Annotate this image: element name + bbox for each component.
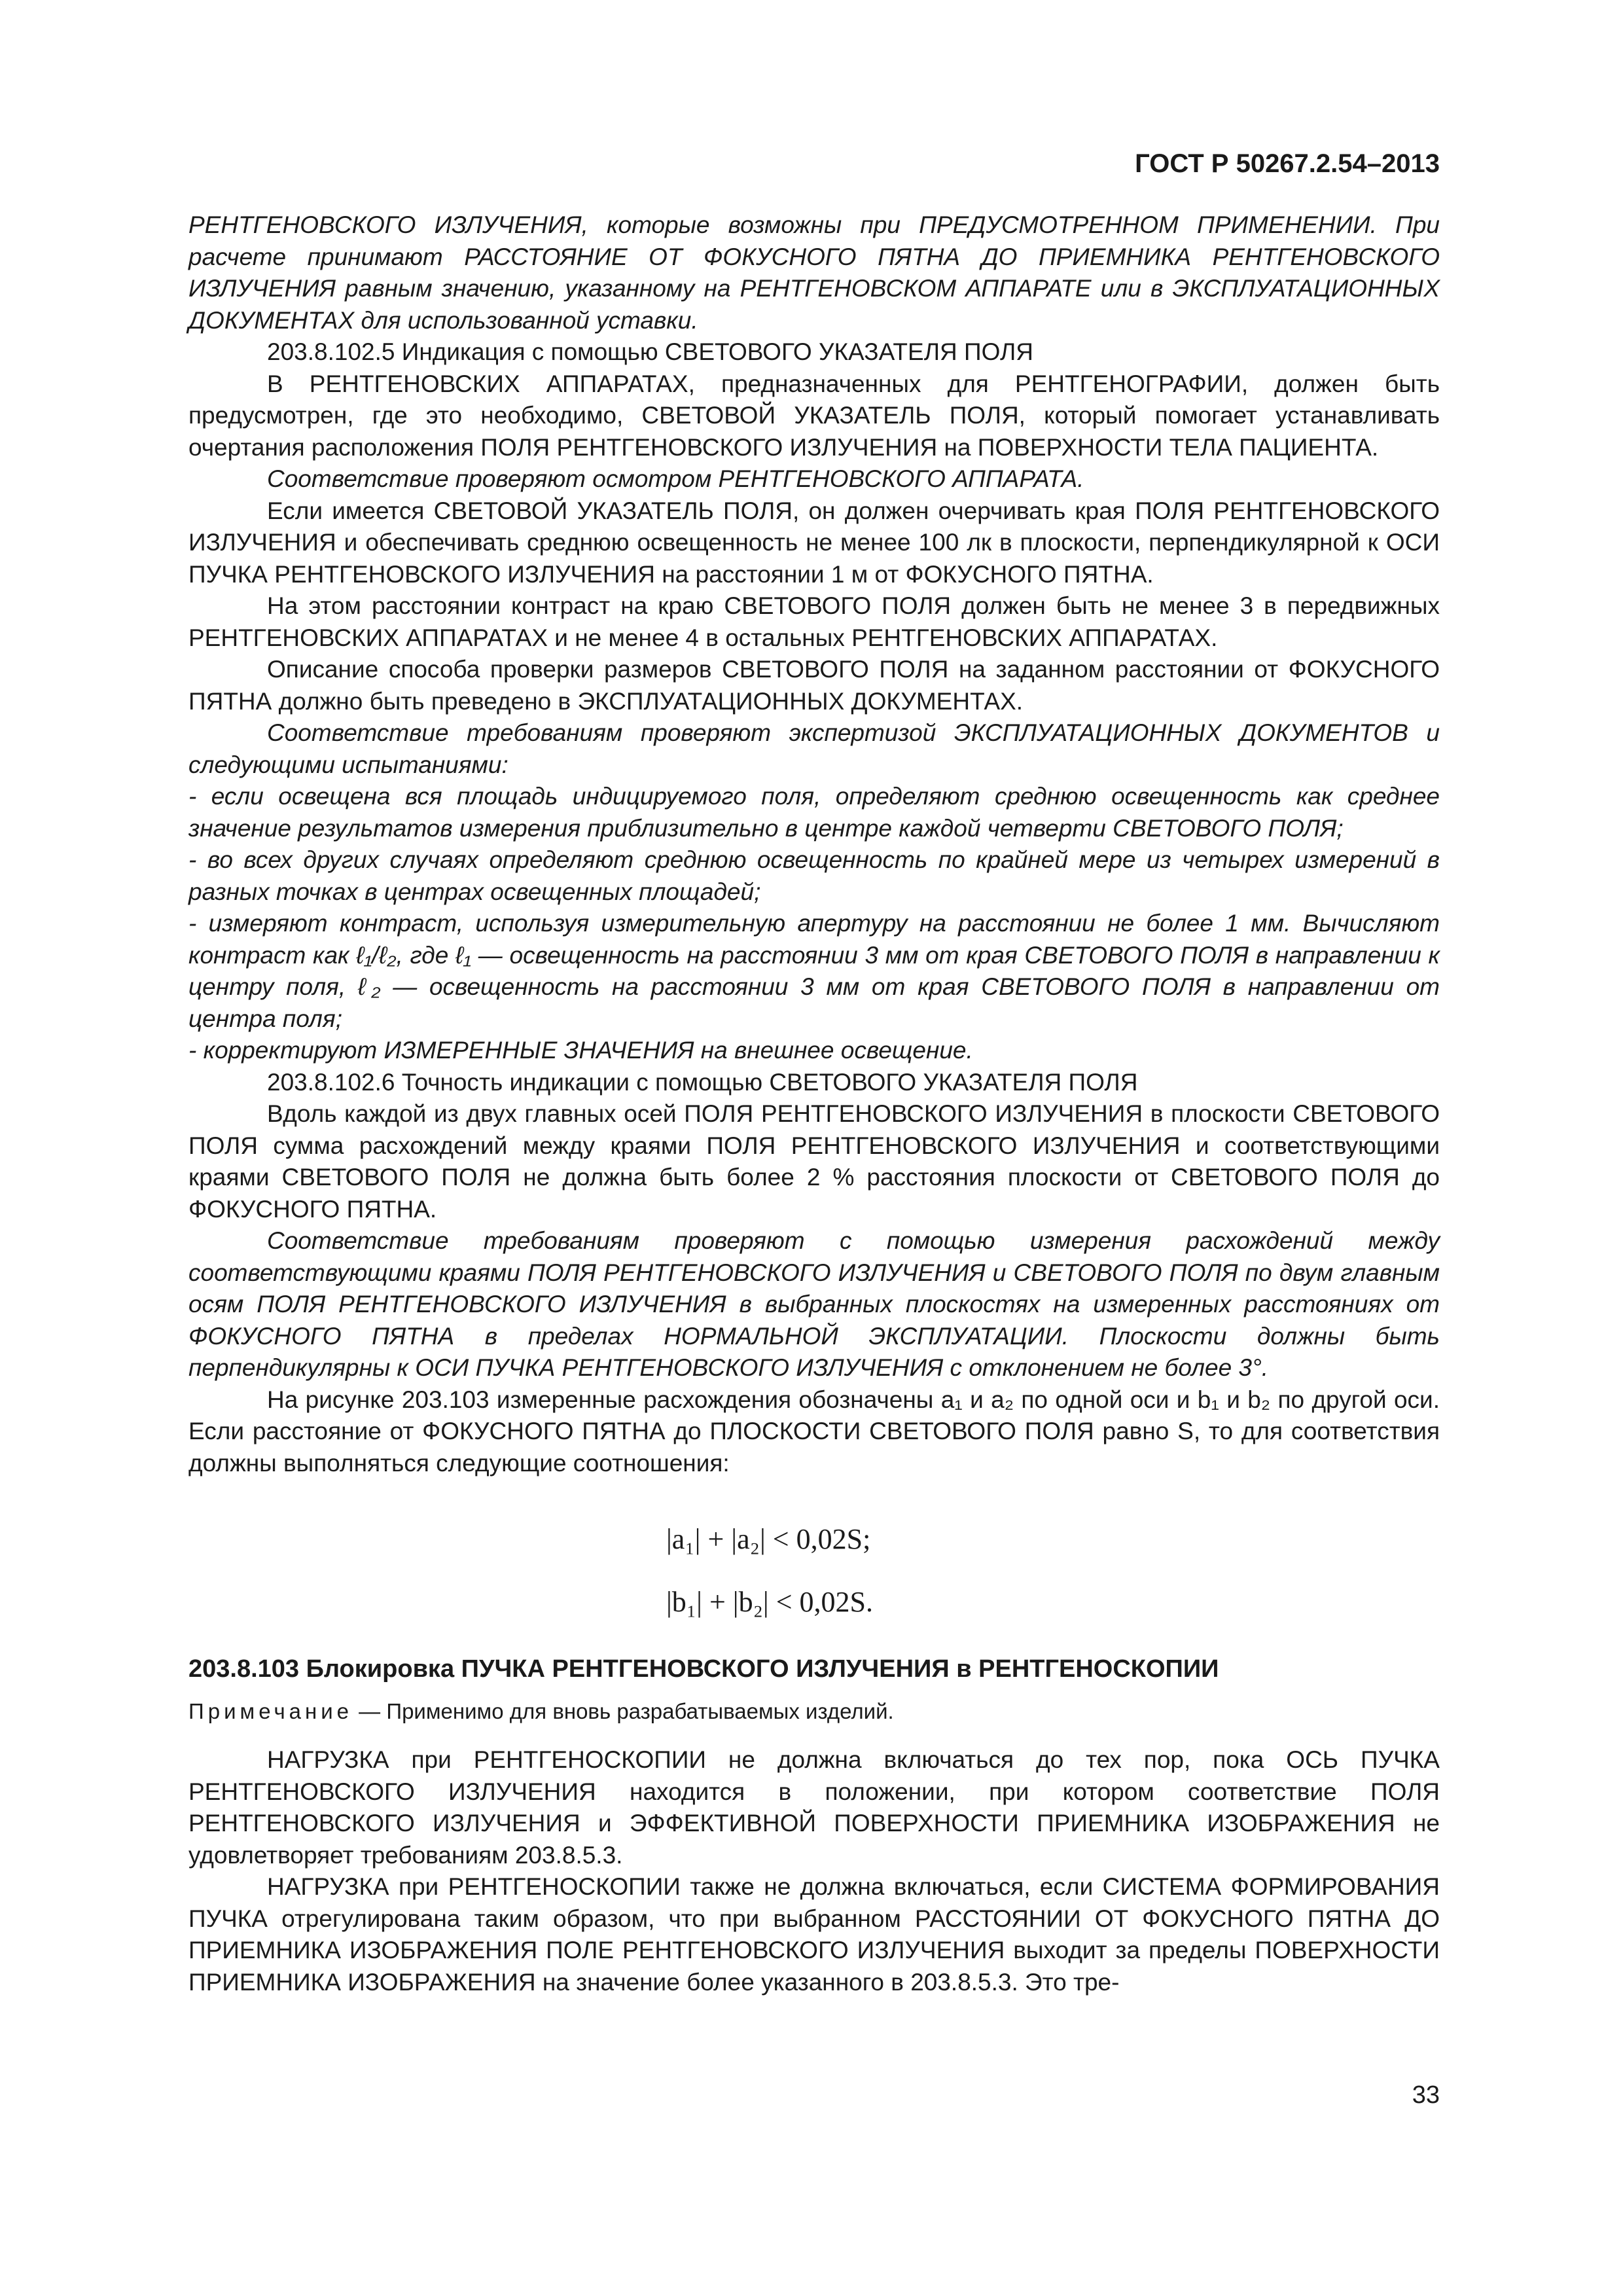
page-number: 33	[1412, 2081, 1440, 2109]
paragraph: Вдоль каждой из двух главных осей ПОЛЯ РЕНТГЕНОВСКОГО ИЗЛУЧЕНИЯ в плоскости СВЕТОВОГО ПОЛЯ сумма расхождений между краями ПОЛЯ РЕНТГЕНОВСКОГО ИЗЛУЧЕНИЯ и соответствующими краями СВЕТОВОГО ПОЛЯ не должна быть более 2 % расстояния плоскости от СВЕТОВОГО ПОЛЯ до ФОКУСНОГО ПЯТНА.	[188, 1100, 1440, 1223]
subclause-title: 203.8.102.5 Индикация с помощью СВЕТОВОГО УКАЗАТЕЛЯ ПОЛЯ	[267, 338, 1033, 365]
section-heading: 203.8.103 Блокировка ПУЧКА РЕНТГЕНОВСКОГО ИЗЛУЧЕНИЯ в РЕНТГЕНОСКОПИИ	[188, 1655, 1219, 1683]
note-label: Примечание	[188, 1698, 353, 1723]
paragraph: На этом расстоянии контраст на краю СВЕТОВОГО ПОЛЯ должен быть не менее 3 в передвижных РЕНТГЕНОВСКИХ АППАРАТАХ и не менее 4 в остальных РЕНТГЕНОВСКИХ АППАРАТАХ.	[188, 592, 1440, 651]
paragraph: РЕНТГЕНОВСКОГО ИЗЛУЧЕНИЯ, которые возможны при ПРЕДУСМОТРЕННОМ ПРИМЕНЕНИИ. При расчете принимают РАССТОЯНИЕ ОТ ФОКУСНОГО ПЯТНА ДО ПРИЕМНИКА РЕНТГЕНОВСКОГО ИЗЛУЧЕНИЯ равным значению, указанному на РЕНТГЕНОВСКОМ АППАРАТЕ или в ЭКСПЛУАТАЦИОННЫХ ДОКУМЕНТАХ для использованной уставки.	[188, 211, 1440, 334]
paragraph: Если имеется СВЕТОВОЙ УКАЗАТЕЛЬ ПОЛЯ, он должен очерчивать края ПОЛЯ РЕНТГЕНОВСКОГО ИЗЛУЧЕНИЯ и обеспечивать среднюю освещенность не менее 100 лк в плоскости, перпендикулярной к ОСИ ПУЧКА РЕНТГЕНОВСКОГО ИЗЛУЧЕНИЯ на расстоянии 1 м от ФОКУСНОГО ПЯТНА.	[188, 497, 1440, 588]
document-body	[188, 209, 1440, 1998]
list-item: - корректируют ИЗМЕРЕННЫЕ ЗНАЧЕНИЯ на внешнее освещение.	[188, 1037, 973, 1064]
paragraph: НАГРУЗКА при РЕНТГЕНОСКОПИИ также не должна включаться, если СИСТЕМА ФОРМИРОВАНИЯ ПУЧКА отрегулирована таким образом, что при выбранном РАССТОЯНИИ ОТ ФОКУСНОГО ПЯТНА ДО ПРИЕМНИКА ИЗОБРАЖЕНИЯ ПОЛЕ РЕНТГЕНОВСКОГО ИЗЛУЧЕНИЯ выходит за пределы ПОВЕРХНОСТИ ПРИЕМНИКА ИЗОБРАЖЕНИЯ на значение более указанного в 203.8.5.3. Это тре-	[188, 1873, 1440, 1996]
list-item: - во всех других случаях определяют среднюю освещенность по крайней мере из четырех измерений в разных точках в центрах освещенных площадей;	[188, 846, 1440, 905]
list-item: - если освещена вся площадь индицируемого поля, определяют среднюю освещенность как среднее значение результатов измерения приблизительно в центре каждой четверти СВЕТОВОГО ПОЛЯ;	[188, 783, 1440, 842]
standard-header: ГОСТ Р 50267.2.54–2013	[1135, 149, 1440, 178]
list-item: - измеряют контраст, используя измерительную апертуру на расстоянии не более 1 мм. Вычисляют контраст как ℓ₁/ℓ₂, где ℓ₁ — освещенность на расстоянии 3 мм от края СВЕТОВОГО ПОЛЯ в направлении к центру поля, ℓ₂ — освещенность на расстоянии 3 мм от края СВЕТОВОГО ПОЛЯ в направлении от центра поля;	[188, 910, 1440, 1032]
formula-b: |b₁| + |b₂| < 0,02S.	[666, 1586, 874, 1618]
compliance-paragraph: Соответствие требованиям проверяют экспертизой ЭКСПЛУАТАЦИОННЫХ ДОКУМЕНТОВ и следующими испытаниями:	[188, 719, 1440, 778]
paragraph: На рисунке 203.103 измеренные расхождения обозначены a₁ и a₂ по одной оси и b₁ и b₂ по другой оси. Если расстояние от ФОКУСНОГО ПЯТНА до ПЛОСКОСТИ СВЕТОВОГО ПОЛЯ равно S, то для соответствия должны выполняться следующие соотношения:	[188, 1386, 1440, 1477]
paragraph: Описание способа проверки размеров СВЕТОВОГО ПОЛЯ на заданном расстоянии от ФОКУСНОГО ПЯТНА должно быть преведено в ЭКСПЛУАТАЦИОННЫХ ДОКУМЕНТАХ.	[188, 656, 1440, 715]
paragraph: НАГРУЗКА при РЕНТГЕНОСКОПИИ не должна включаться до тех пор, пока ОСЬ ПУЧКА РЕНТГЕНОВСКОГО ИЗЛУЧЕНИЯ находится в положении, при котором соответствие ПОЛЯ РЕНТГЕНОВСКОГО ИЗЛУЧЕНИЯ и ЭФФЕКТИВНОЙ ПОВЕРХНОСТИ ПРИЕМНИКА ИЗОБРАЖЕНИЯ не удовлетворяет требованиям 203.8.5.3.	[188, 1746, 1440, 1869]
paragraph: В РЕНТГЕНОВСКИХ АППАРАТАХ, предназначенных для РЕНТГЕНОГРАФИИ, должен быть предусмотрен, где это необходимо, СВЕТОВОЙ УКАЗАТЕЛЬ ПОЛЯ, который помогает устанавливать очертания расположения ПОЛЯ РЕНТГЕНОВСКОГО ИЗЛУЧЕНИЯ на ПОВЕРХНОСТИ ТЕЛА ПАЦИЕНТА.	[188, 370, 1440, 461]
compliance-paragraph: Соответствие проверяют осмотром РЕНТГЕНОВСКОГО АППАРАТА.	[267, 465, 1084, 492]
note-text: — Применимо для вновь разрабатываемых изделий.	[353, 1698, 894, 1723]
formula-a: |a₁| + |a₂| < 0,02S;	[666, 1523, 871, 1555]
formula-block	[188, 1508, 1440, 1634]
note	[188, 1696, 1440, 1728]
subclause-title: 203.8.102.6 Точность индикации с помощью СВЕТОВОГО УКАЗАТЕЛЯ ПОЛЯ	[267, 1068, 1138, 1096]
compliance-paragraph: Соответствие требованиям проверяют с помощью измерения расхождений между соответствующими краями ПОЛЯ РЕНТГЕНОВСКОГО ИЗЛУЧЕНИЯ и СВЕТОВОГО ПОЛЯ по двум главным осям ПОЛЯ РЕНТГЕНОВСКОГО ИЗЛУЧЕНИЯ в выбранных плоскостях на измеренных расстояниях от ФОКУСНОГО ПЯТНА в пределах НОРМАЛЬНОЙ ЭКСПЛУАТАЦИИ. Плоскости должны быть перпендикулярны к ОСИ ПУЧКА РЕНТГЕНОВСКОГО ИЗЛУЧЕНИЯ с отклонением не более 3°.	[188, 1227, 1440, 1381]
